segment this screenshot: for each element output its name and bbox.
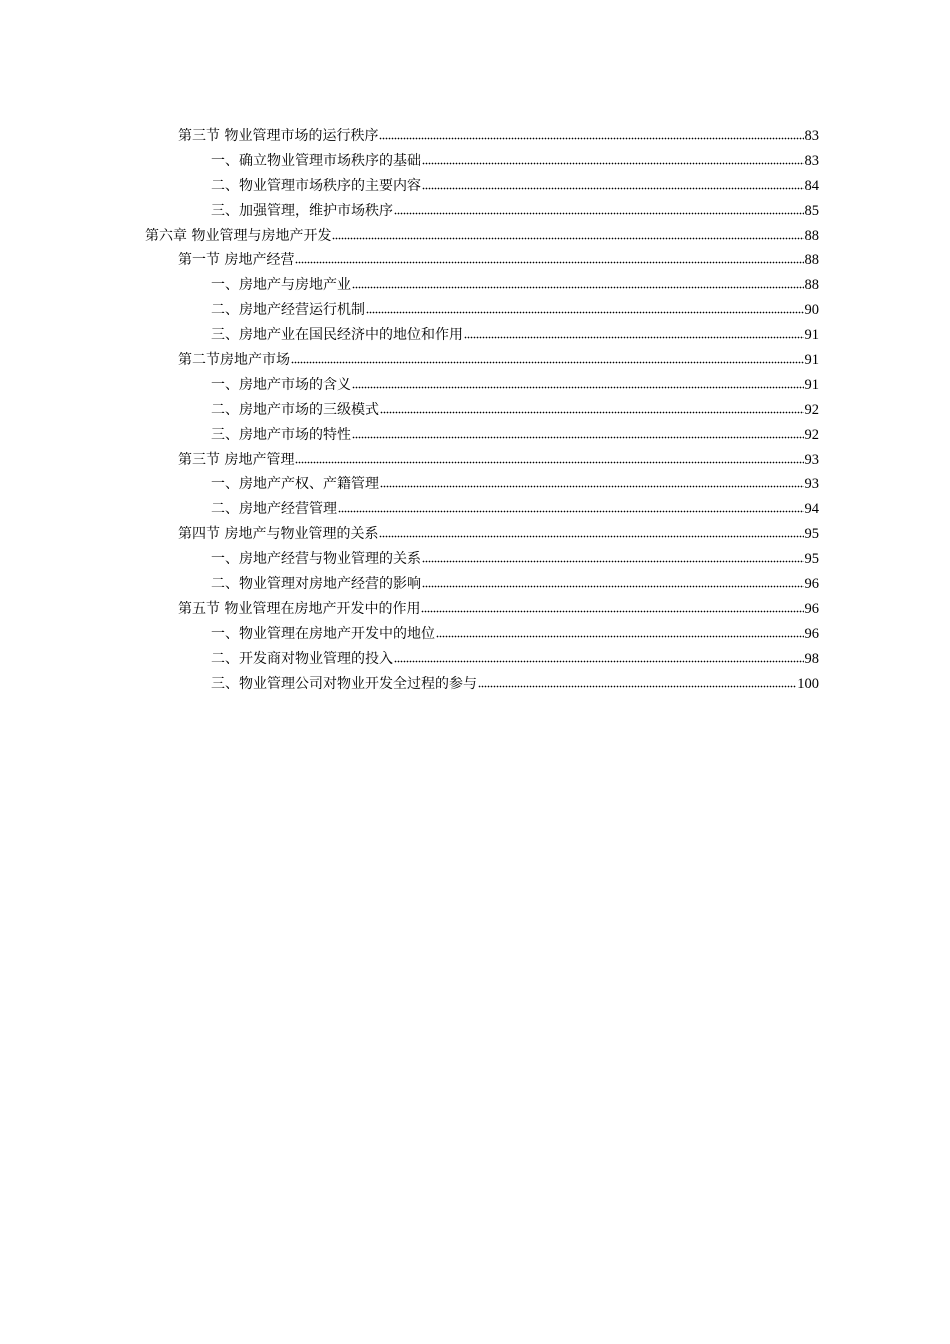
toc-entry-title: 一、确立物业管理市场秩序的基础 [211, 152, 421, 169]
toc-entry-title: 一、房地产与房地产业 [211, 277, 351, 294]
toc-entry-title: 三、加强管理，维护市场秩序 [211, 202, 393, 219]
toc-entry[interactable] [145, 249, 819, 274]
toc-dot-leader [379, 526, 803, 540]
toc-entry[interactable] [145, 225, 819, 250]
toc-entry[interactable] [145, 200, 819, 225]
toc-dot-leader [352, 277, 804, 291]
toc-dot-leader [422, 178, 804, 192]
toc-dot-leader [332, 228, 803, 242]
toc-entry-page-number: 93 [804, 451, 819, 468]
toc-dot-leader [291, 352, 804, 366]
toc-entry-title: 第三节 物业管理市场的运行秩序 [178, 128, 379, 144]
toc-dot-leader [478, 676, 796, 690]
toc-entry-title: 一、房地产市场的含义 [211, 376, 351, 393]
toc-entry[interactable] [145, 374, 819, 399]
toc-entry-page-number: 83 [804, 152, 819, 169]
table-of-contents [145, 125, 819, 697]
toc-dot-leader [394, 651, 804, 665]
toc-entry[interactable] [145, 299, 819, 324]
toc-entry-page-number: 98 [804, 650, 819, 667]
toc-entry-page-number: 100 [797, 675, 819, 692]
toc-dot-leader [366, 302, 804, 316]
toc-entry-page-number: 88 [804, 277, 819, 294]
toc-entry[interactable] [145, 175, 819, 200]
toc-entry[interactable] [145, 274, 819, 299]
toc-dot-leader [352, 427, 804, 441]
toc-entry-page-number: 95 [804, 526, 819, 543]
toc-entry-title: 第一节 房地产经营 [178, 252, 295, 269]
toc-entry-page-number: 96 [804, 625, 819, 642]
toc-entry-page-number: 83 [804, 128, 819, 144]
toc-entry-page-number: 90 [804, 302, 819, 319]
toc-dot-leader [421, 601, 803, 615]
toc-entry-title: 一、物业管理在房地产开发中的地位 [211, 625, 435, 642]
toc-entry-page-number: 96 [804, 600, 819, 617]
toc-entry-page-number: 91 [804, 352, 819, 369]
toc-entry[interactable] [145, 498, 819, 523]
toc-entry-page-number: 95 [804, 551, 819, 568]
toc-dot-leader [338, 501, 804, 515]
toc-entry[interactable] [145, 324, 819, 349]
toc-entry[interactable] [145, 473, 819, 498]
toc-entry[interactable] [145, 523, 819, 548]
toc-entry-page-number: 88 [804, 252, 819, 269]
toc-entry-title: 三、房地产市场的特性 [211, 426, 351, 443]
toc-entry[interactable] [145, 424, 819, 449]
toc-dot-leader [295, 452, 803, 466]
toc-entry[interactable] [145, 623, 819, 648]
toc-entry[interactable] [145, 548, 819, 573]
toc-dot-leader [422, 576, 804, 590]
toc-entry-title: 第六章 物业管理与房地产开发 [145, 227, 332, 244]
toc-entry[interactable] [145, 449, 819, 474]
toc-entry-page-number: 92 [804, 426, 819, 443]
toc-entry-page-number: 93 [804, 476, 819, 493]
toc-dot-leader [464, 327, 804, 341]
toc-dot-leader [352, 377, 804, 391]
toc-entry[interactable] [145, 673, 819, 698]
toc-entry-page-number: 92 [804, 401, 819, 418]
toc-entry[interactable] [145, 648, 819, 673]
toc-dot-leader [436, 626, 804, 640]
toc-entry[interactable] [145, 150, 819, 175]
toc-entry-title: 二、房地产市场的三级模式 [211, 401, 379, 418]
toc-entry[interactable] [145, 573, 819, 598]
toc-entry[interactable] [145, 399, 819, 424]
toc-entry-title: 二、房地产经营运行机制 [211, 302, 365, 319]
toc-entry-page-number: 96 [804, 576, 819, 593]
toc-entry-page-number: 84 [804, 177, 819, 194]
toc-dot-leader [380, 402, 804, 416]
toc-dot-leader [295, 252, 803, 266]
toc-dot-leader [422, 551, 804, 565]
toc-entry[interactable] [145, 598, 819, 623]
toc-entry[interactable] [145, 349, 819, 374]
toc-entry-title: 第五节 物业管理在房地产开发中的作用 [178, 600, 421, 617]
toc-entry-page-number: 91 [804, 327, 819, 344]
toc-entry-title: 第三节 房地产管理 [178, 451, 295, 468]
toc-entry-page-number: 85 [804, 202, 819, 219]
toc-entry-title: 一、房地产产权、产籍管理 [211, 476, 379, 493]
toc-dot-leader [422, 153, 804, 167]
toc-entry-page-number: 94 [804, 501, 819, 518]
toc-entry[interactable] [145, 125, 819, 150]
toc-entry-title: 第二节房地产市场 [178, 352, 290, 369]
toc-entry-title: 三、房地产业在国民经济中的地位和作用 [211, 327, 463, 344]
toc-dot-leader [394, 203, 804, 217]
toc-entry-title: 一、房地产经营与物业管理的关系 [211, 551, 421, 568]
toc-entry-title: 第四节 房地产与物业管理的关系 [178, 526, 379, 543]
toc-entry-title: 三、物业管理公司对物业开发全过程的参与 [211, 675, 477, 692]
toc-entry-title: 二、开发商对物业管理的投入 [211, 650, 393, 667]
toc-dot-leader [379, 128, 803, 142]
toc-entry-page-number: 91 [804, 376, 819, 393]
toc-entry-page-number: 88 [804, 227, 819, 244]
toc-dot-leader [380, 476, 804, 490]
toc-entry-title: 二、物业管理对房地产经营的影响 [211, 576, 421, 593]
toc-entry-title: 二、物业管理市场秩序的主要内容 [211, 177, 421, 194]
toc-entry-title: 二、房地产经营管理 [211, 501, 337, 518]
